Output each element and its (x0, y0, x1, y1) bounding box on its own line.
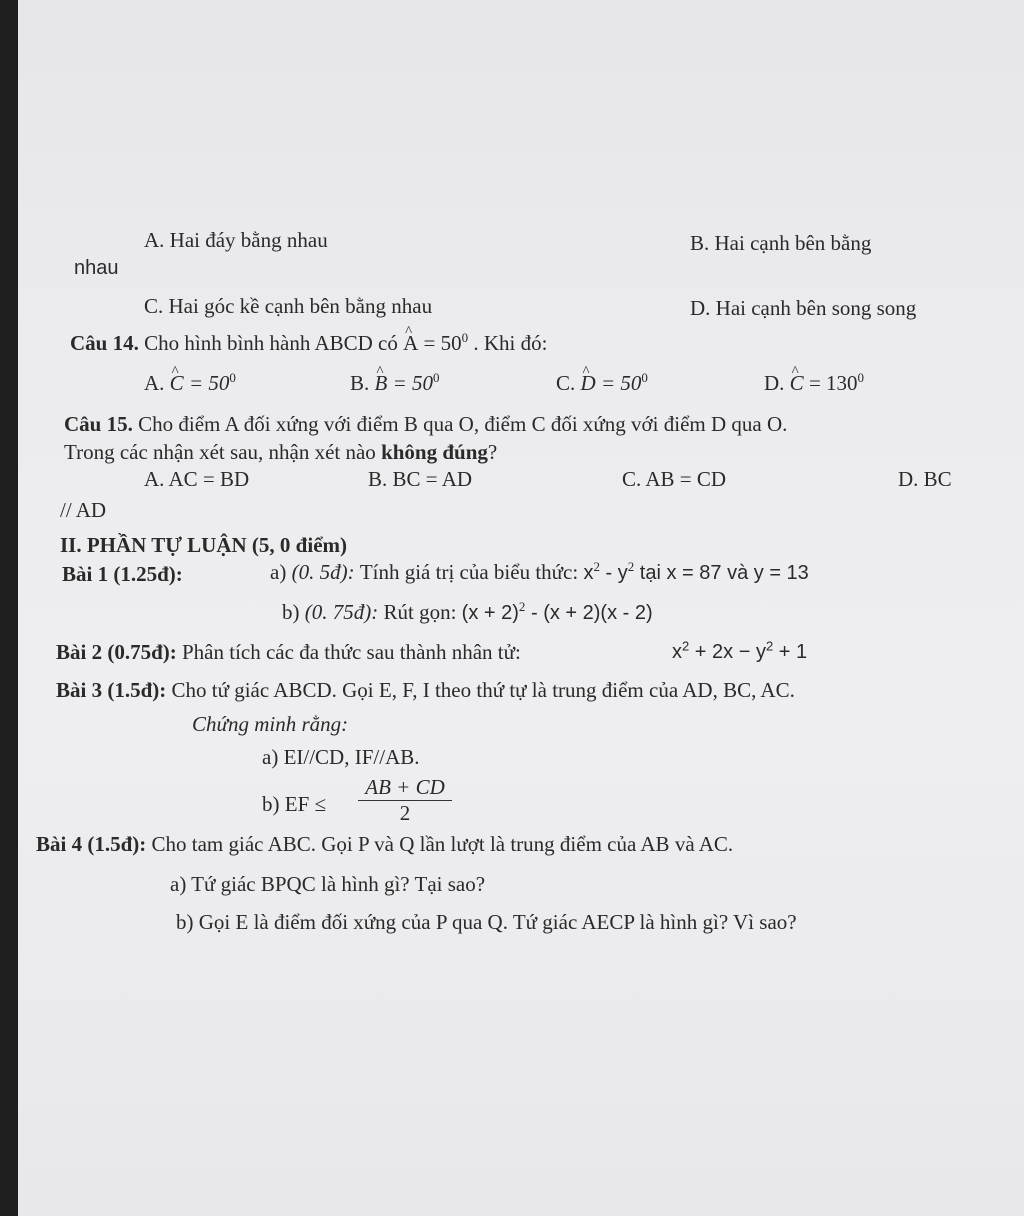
bai1-a-points: (0. 5đ): (291, 560, 360, 584)
bai2-expr2: + 2x − y (689, 641, 766, 663)
exam-paper (18, 0, 1024, 1216)
q13-option-a: A. Hai đáy bằng nhau (144, 228, 328, 252)
q14-option-c-eq: = 50 (595, 371, 642, 395)
bai2-text: Phân tích các đa thức sau thành nhân tử: (176, 640, 521, 664)
q15-option-d: D. BC (898, 467, 952, 491)
bai2-expression (672, 640, 807, 664)
bai3 (56, 678, 795, 702)
bai3-title: Bài 3 (1.5đ): (56, 678, 167, 702)
q14-stem-text: Cho hình bình hành ABCD có (138, 331, 404, 355)
q14-title: Câu 14. (70, 331, 139, 355)
bai2-exp1: 2 (682, 638, 690, 654)
q15-option-b: B. BC = AD (368, 467, 473, 491)
q15-stem-line2 (64, 440, 497, 464)
q14-option-d-eq: = 130 (803, 371, 858, 395)
q14-option-c-var: ^ D (581, 371, 596, 395)
q13-option-b: B. Hai cạnh bên bằng (690, 231, 872, 255)
bai3-fraction-numerator: AB + CD (358, 775, 452, 801)
q14-option-b-label: B. (350, 371, 375, 395)
q14-option-a (144, 371, 236, 395)
bai3-part-b-label: b) EF ≤ (262, 792, 327, 816)
q15-emphasis: không đúng (381, 440, 488, 464)
q15-stem-line1 (64, 412, 787, 436)
q15-title: Câu 15. (64, 412, 133, 436)
bai4-part-b: b) Gọi E là điểm đối xứng của P qua Q. Tứ giác AECP là hình gì? Vì sao? (176, 910, 797, 934)
bai1-part-b (282, 600, 653, 625)
q13-option-d: D. Hai cạnh bên song song (690, 296, 917, 320)
bai2 (56, 640, 521, 664)
bai1-b-text: Rút gọn: (383, 600, 462, 624)
bai3-text: Cho tứ giác ABCD. Gọi E, F, I theo thứ tự là trung điểm của AD, BC, AC. (166, 678, 795, 702)
bai1-title: Bài 1 (1.25đ): (62, 562, 183, 586)
q14-option-b (350, 371, 440, 395)
bai1-a-label: a) (270, 560, 292, 584)
q14-angle-a: ^ A (403, 331, 418, 355)
q15-option-a: A. AC = BD (144, 467, 250, 491)
q14-option-b-var: ^ B (375, 371, 388, 395)
q14-stem-degree: 0 (461, 330, 469, 345)
bai1-a-x: x (583, 562, 594, 584)
bai1-b-points: (0. 75đ): (304, 600, 384, 624)
bai2-title: Bài 2 (0.75đ): (56, 640, 177, 664)
bai3-part-a: a) EI//CD, IF//AB. (262, 745, 420, 769)
q14-option-a-var: ^ C (170, 371, 184, 395)
bai2-expr1: x (672, 641, 682, 663)
degree-mark: 0 (229, 370, 236, 385)
q15-stem-text: Cho điểm A đối xứng với điểm B qua O, điểm C đối xứng với điểm D qua O. (132, 412, 788, 436)
q14-option-b-eq: = 50 (387, 371, 434, 395)
bai1-a-condition: tại x = 87 và y = 13 (634, 562, 809, 584)
q15-option-d-continued: // AD (60, 498, 107, 522)
bai1-a-text: Tính giá trị của biểu thức: (359, 560, 584, 584)
q13-option-c: C. Hai góc kề cạnh bên bằng nhau (144, 294, 433, 318)
bai3-fraction-denominator: 2 (399, 801, 411, 825)
q14-stem-eq: = 50 (418, 331, 462, 355)
q15-option-c: C. AB = CD (622, 467, 727, 491)
bai1-b-expr2: - (x + 2)(x - 2) (525, 602, 653, 624)
q13-option-b-continued: nhau (74, 257, 119, 279)
bai4-text: Cho tam giác ABC. Gọi P và Q lần lượt là trung điểm của AB và AC. (146, 832, 734, 856)
q14-option-d (764, 371, 864, 395)
degree-mark: 0 (433, 370, 440, 385)
q14-option-a-eq: = 50 (183, 371, 230, 395)
bai4 (36, 832, 733, 856)
q14-option-d-var: ^ C (790, 371, 804, 395)
q15-question-mark: ? (487, 440, 498, 464)
bai1-b-exponent: 2 (518, 599, 526, 614)
bai3-fraction (358, 775, 452, 826)
bai1-part-a (270, 560, 809, 585)
q14-option-c-label: C. (556, 371, 581, 395)
q14-stem (70, 331, 547, 355)
bai2-exp2: 2 (765, 638, 774, 654)
degree-mark: 0 (641, 370, 648, 385)
q14-option-d-label: D. (764, 371, 790, 395)
bai1-a-exponent: 2 (593, 559, 600, 574)
section-heading: II. PHẦN TỰ LUẬN (5, 0 điểm) (60, 533, 347, 557)
bai3-prove: Chứng minh rằng: (192, 712, 349, 736)
bai1-b-label: b) (282, 600, 305, 624)
q14-option-c (556, 371, 648, 395)
bai1-a-minus-y: - y (599, 562, 628, 584)
degree-mark: 0 (857, 370, 865, 385)
bai4-part-a: a) Tứ giác BPQC là hình gì? Tại sao? (170, 872, 486, 896)
q14-stem-end: . Khi đó: (468, 331, 548, 355)
q15-stem-text-2: Trong các nhận xét sau, nhận xét nào (64, 440, 382, 464)
bai1-b-expr1: (x + 2) (461, 602, 519, 624)
bai4-title: Bài 4 (1.5đ): (36, 832, 147, 856)
bai1-a-exponent-2: 2 (627, 559, 635, 574)
q14-option-a-label: A. (144, 371, 170, 395)
bai2-expr3: + 1 (773, 641, 808, 663)
